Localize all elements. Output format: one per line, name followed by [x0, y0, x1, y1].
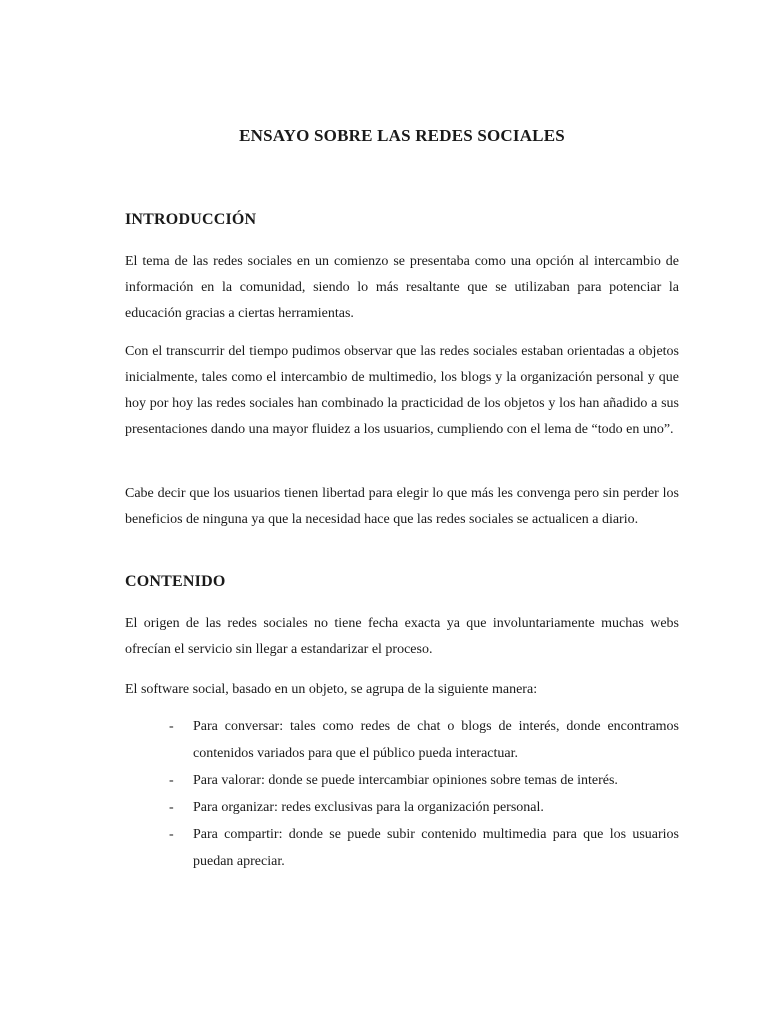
document-title: ENSAYO SOBRE LAS REDES SOCIALES: [239, 126, 565, 145]
section-heading-introduccion: INTRODUCCIÓN: [125, 211, 257, 228]
bullet-marker: -: [169, 800, 174, 815]
bullet-marker: -: [169, 827, 174, 842]
list-item-text: Para organizar: redes exclusivas para la organización personal.: [193, 800, 544, 815]
list-item: [169, 821, 679, 875]
list-item: [169, 713, 679, 767]
paragraph: El origen de las redes sociales no tiene fecha exacta ya que involuntariamente muchas webs ofrecían el servicio sin llegar a estandarizar el proceso.: [125, 616, 679, 657]
bullet-list: [169, 713, 679, 875]
paragraph: Cabe decir que los usuarios tienen libertad para elegir lo que más les convenga pero sin perder los beneficios de ninguna ya que la necesidad hace que las redes sociales se actualicen a diario.: [125, 486, 679, 527]
list-item-text: Para valorar: donde se puede intercambiar opiniones sobre temas de interés.: [193, 773, 618, 788]
list-item-text: Para conversar: tales como redes de chat o blogs de interés, donde encontramos contenidos variados para que el público pueda interactuar.: [193, 719, 679, 761]
section-heading-contenido: CONTENIDO: [125, 573, 226, 590]
list-item-text: Para compartir: donde se puede subir contenido multimedia para que los usuarios puedan apreciar.: [193, 827, 679, 869]
document-page: [125, 0, 679, 1024]
paragraph: El software social, basado en un objeto, se agrupa de la siguiente manera:: [125, 682, 538, 697]
bullet-marker: -: [169, 773, 174, 788]
list-item: [169, 794, 679, 821]
list-item: [169, 767, 679, 794]
paragraph: Con el transcurrir del tiempo pudimos observar que las redes sociales estaban orientadas a objetos inicialmente, tales como el intercambio de multimedio, los blogs y la organización personal y que hoy por hoy las redes sociales han combinado la practicidad de los objetos y los han añadido a sus presentaciones dando una mayor fluidez a los usuarios, cumpliendo con el lema de “todo en uno”.: [125, 344, 679, 437]
bullet-marker: -: [169, 719, 174, 734]
paragraph: El tema de las redes sociales en un comienzo se presentaba como una opción al intercambio de información en la comunidad, siendo lo más resaltante que se utilizaban para potenciar la educación gracias a ciertas herramientas.: [125, 254, 679, 321]
